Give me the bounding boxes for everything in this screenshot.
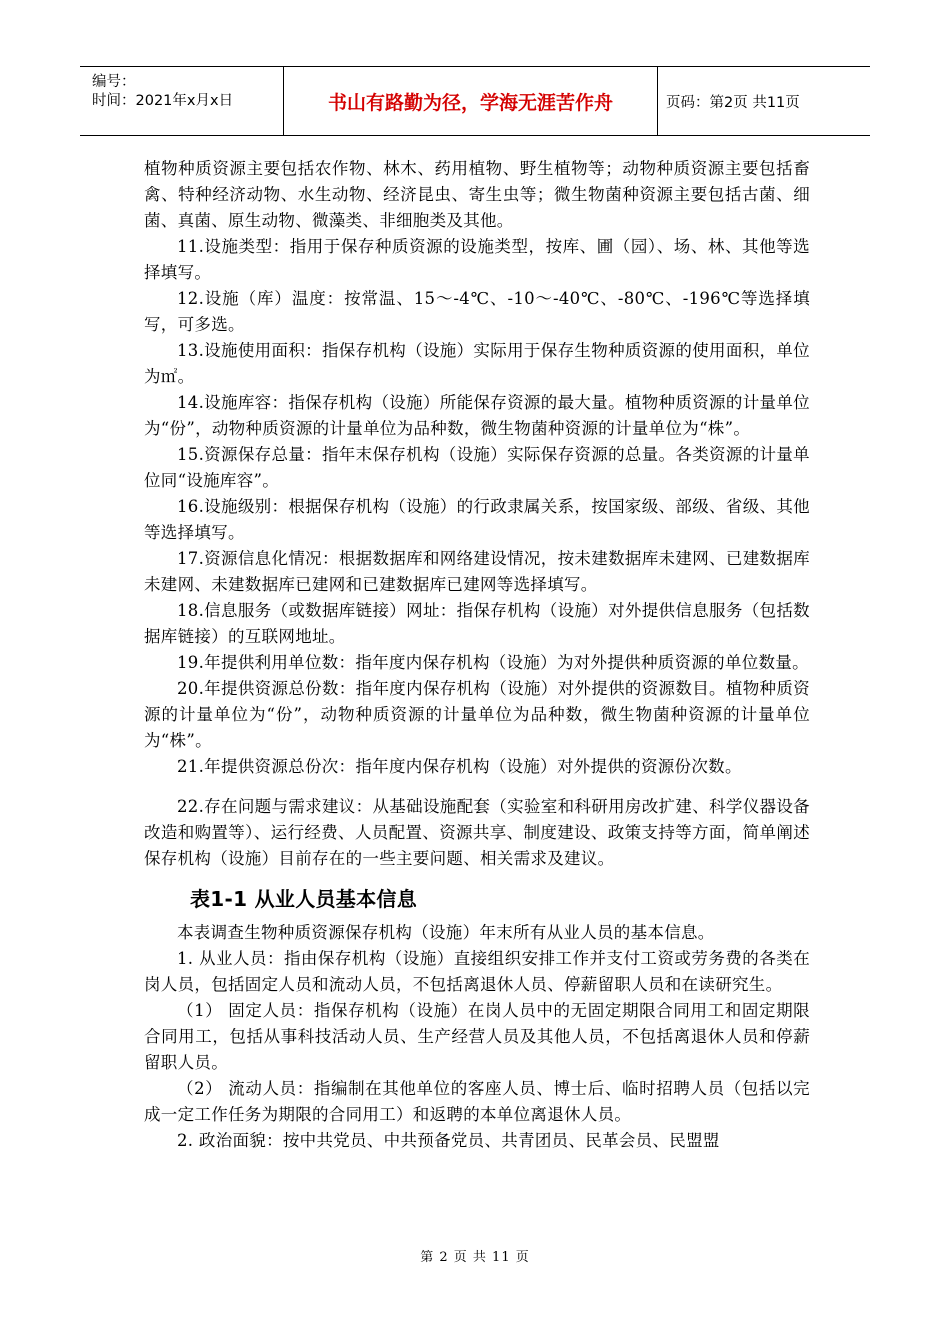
paragraph: 13.设施使用面积：指保存机构（设施）实际用于保存生物种质资源的使用面积，单位为㎡。 xyxy=(144,341,810,386)
header-motto: 书山有路勤为径，学海无涯苦作舟 xyxy=(284,67,658,135)
page-header xyxy=(80,66,870,136)
paragraph: 20.年提供资源总份数：指年度内保存机构（设施）对外提供的资源数目。植物种质资源的计量单位为“份”，动物种质资源的计量单位为品种数，微生物菌种资源的计量单位为“株”。 xyxy=(144,679,810,750)
paragraph: 11.设施类型：指用于保存种质资源的设施类型，按库、圃（园）、场、林、其他等选择填写。 xyxy=(144,237,810,282)
paragraph: 本表调查生物种质资源保存机构（设施）年末所有从业人员的基本信息。 xyxy=(177,923,715,942)
section-title: 表1-1 从业人员基本信息 xyxy=(190,887,417,911)
header-meta xyxy=(80,67,284,135)
paragraph: 16.设施级别：根据保存机构（设施）的行政隶属关系，按国家级、部级、省级、其他等选择填写。 xyxy=(144,497,810,542)
paragraph: 21.年提供资源总份次：指年度内保存机构（设施）对外提供的资源份次数。 xyxy=(177,757,742,776)
header-page-info: 页码：第2页 共11页 xyxy=(666,94,800,111)
paragraph: （1） 固定人员：指保存机构（设施）在岗人员中的无固定期限合同用工和固定期限合同用工，包括从事科技活动人员、生产经营人员及其他人员，不包括离退休人员和停薪留职人员。 xyxy=(144,1001,810,1072)
paragraph: 12.设施（库）温度：按常温、15～-4℃、-10～-40℃、-80℃、-196℃等选择填写，可多选。 xyxy=(144,289,810,334)
paragraph: 14.设施库容：指保存机构（设施）所能保存资源的最大量。植物种质资源的计量单位为“份”，动物种质资源的计量单位为品种数，微生物菌种资源的计量单位为“株”。 xyxy=(144,393,810,438)
paragraph: （2） 流动人员：指编制在其他单位的客座人员、博士后、临时招聘人员（包括以完成一定工作任务为期限的合同用工）和返聘的本单位离退休人员。 xyxy=(144,1079,810,1124)
paragraph: 15.资源保存总量：指年末保存机构（设施）实际保存资源的总量。各类资源的计量单位同“设施库容”。 xyxy=(144,445,810,490)
paragraph: 17.资源信息化情况：根据数据库和网络建设情况，按未建数据库未建网、已建数据库未建网、未建数据库已建网和已建数据库已建网等选择填写。 xyxy=(144,549,810,594)
paragraph: 1. 从业人员：指由保存机构（设施）直接组织安排工作并支付工资或劳务费的各类在岗人员，包括固定人员和流动人员，不包括离退休人员、停薪留职人员和在读研究生。 xyxy=(144,949,810,994)
paragraph: 2. 政治面貌：按中共党员、中共预备党员、共青团员、民革会员、民盟盟 xyxy=(177,1131,720,1150)
paragraph: 22.存在问题与需求建议：从基础设施配套（实验室和科研用房改扩建、科学仪器设备改造和购置等）、运行经费、人员配置、资源共享、制度建设、政策支持等方面，简单阐述保存机构（设施）目前存在的一些主要问题、相关需求及建议。 xyxy=(144,797,810,868)
paragraph: 19.年提供利用单位数：指年度内保存机构（设施）为对外提供种质资源的单位数量。 xyxy=(177,653,809,672)
paragraph: 18.信息服务（或数据库链接）网址：指保存机构（设施）对外提供信息服务（包括数据库链接）的互联网地址。 xyxy=(144,601,810,646)
paragraph: 植物种质资源主要包括农作物、林木、药用植物、野生植物等；动物种质资源主要包括畜禽、特种经济动物、水生动物、经济昆虫、寄生虫等；微生物菌种资源主要包括古菌、细菌、真菌、原生动物、微藻类、非细胞类及其他。 xyxy=(144,159,810,230)
page-footer: 第 2 页 共 11 页 xyxy=(420,1250,530,1265)
document-number-label: 编号： xyxy=(92,74,136,90)
document-body xyxy=(144,156,810,1154)
document-time-label: 时间：2021年x月x日 xyxy=(92,93,234,109)
